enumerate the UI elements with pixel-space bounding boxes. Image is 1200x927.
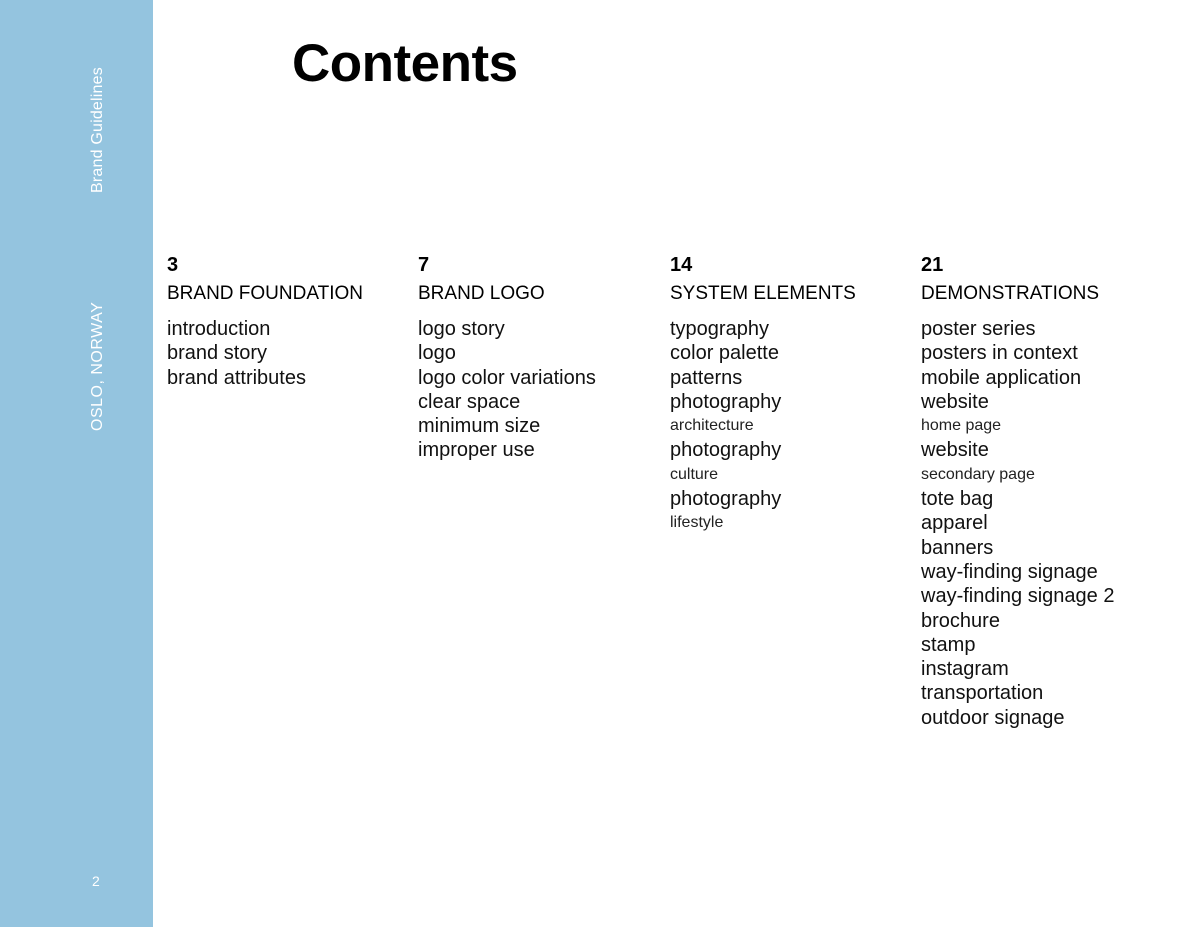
section-title[interactable]: BRAND LOGO (418, 283, 545, 304)
section-title[interactable]: SYSTEM ELEMENTS (670, 283, 856, 304)
section-column (921, 252, 1196, 730)
toc-item[interactable]: transportation (921, 682, 1044, 705)
section-title[interactable]: DEMONSTRATIONS (921, 283, 1100, 304)
toc-item[interactable]: brand attributes (167, 366, 306, 389)
toc-item[interactable]: photography (670, 390, 782, 413)
toc-subitem[interactable]: secondary page (921, 465, 1035, 483)
toc-item[interactable]: typography (670, 318, 769, 340)
toc-item[interactable]: website (921, 439, 989, 462)
section-column (418, 252, 658, 463)
toc-subitem[interactable]: architecture (670, 417, 754, 435)
toc-item[interactable]: introduction (167, 318, 271, 340)
toc-item[interactable]: patterns (670, 366, 743, 389)
toc-item[interactable]: apparel (921, 512, 988, 535)
toc-item[interactable]: posters in context (921, 342, 1078, 365)
toc-item[interactable]: clear space (418, 390, 521, 413)
toc-item[interactable]: logo story (418, 318, 505, 340)
toc-item[interactable]: photography (670, 439, 782, 462)
toc-item[interactable]: brand story (167, 342, 268, 365)
toc-subitem[interactable]: lifestyle (670, 514, 724, 532)
section-page-number[interactable]: 14 (670, 254, 693, 276)
toc-list (670, 317, 910, 536)
toc-subitem[interactable]: home page (921, 417, 1002, 435)
page-title: Contents (292, 34, 518, 93)
toc-item[interactable]: minimum size (418, 415, 541, 438)
section-page-number[interactable]: 3 (167, 254, 179, 276)
toc-item[interactable]: instagram (921, 658, 1009, 681)
toc-item[interactable]: mobile application (921, 366, 1082, 389)
section-column (670, 252, 910, 536)
page-number: 2 (92, 873, 100, 889)
sidebar (0, 0, 153, 927)
toc-item[interactable]: outdoor signage (921, 706, 1065, 729)
toc-list (418, 317, 658, 463)
toc-item[interactable]: way-finding signage (921, 560, 1098, 583)
toc-item[interactable]: way-finding signage 2 (921, 585, 1115, 608)
toc-item[interactable]: brochure (921, 609, 1000, 632)
section-page-number[interactable]: 7 (418, 254, 430, 276)
section-title[interactable]: BRAND FOUNDATION (167, 283, 363, 304)
toc-item[interactable]: stamp (921, 633, 976, 656)
location-label: OSLO, NORWAY (89, 301, 106, 431)
document-title: Brand Guidelines (89, 67, 106, 193)
toc-item[interactable]: website (921, 390, 989, 413)
toc-item[interactable]: logo (418, 342, 456, 365)
section-column (167, 252, 407, 390)
toc-item[interactable]: banners (921, 536, 994, 559)
toc-item[interactable]: color palette (670, 342, 779, 365)
toc-item[interactable]: tote bag (921, 488, 994, 511)
toc-subitem[interactable]: culture (670, 465, 719, 483)
toc-item[interactable]: poster series (921, 318, 1036, 340)
toc-item[interactable]: improper use (418, 439, 535, 462)
toc-item[interactable]: logo color variations (418, 366, 596, 389)
section-page-number[interactable]: 21 (921, 254, 944, 276)
toc-item[interactable]: photography (670, 488, 782, 511)
toc-list (921, 317, 1196, 730)
toc-list (167, 317, 407, 390)
